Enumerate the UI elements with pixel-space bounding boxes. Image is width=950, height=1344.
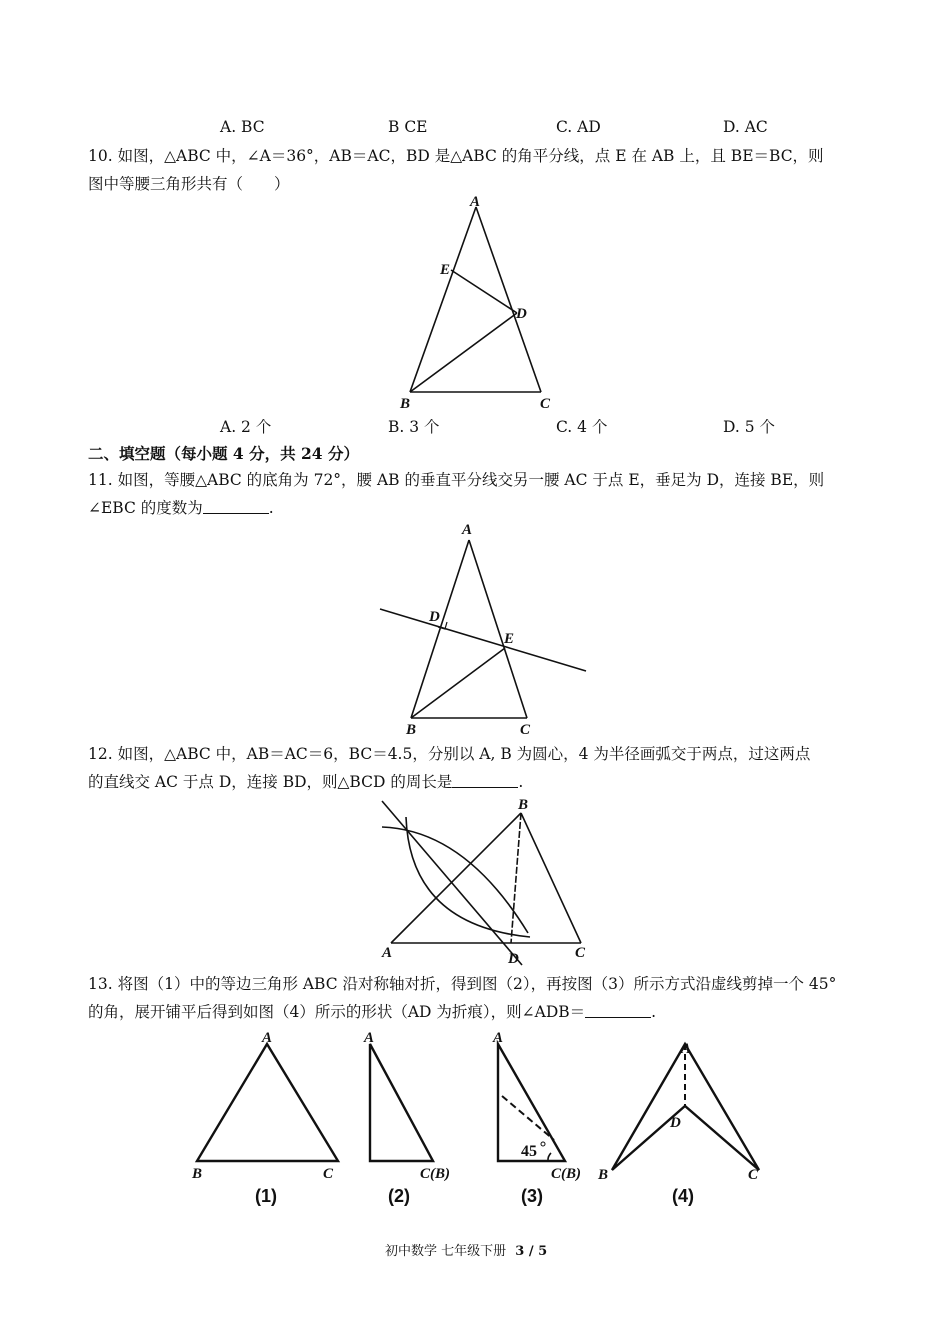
footer-page-number: 3 / 5: [515, 1244, 548, 1259]
q12-stem-line1: 12. 如图，△ABC 中，AB＝AC＝6，BC＝4.5，分别以 A, B 为圆心，4 为半径画弧交于两点，过这两点: [88, 745, 811, 763]
q10-segment-ac: [476, 207, 541, 392]
q11-label-c: C: [520, 722, 531, 738]
q13-fig4-caption: (4): [672, 1186, 694, 1206]
q12-label-a: A: [382, 945, 393, 961]
q12-stem-line2: 的直线交 AC 于点 D，连接 BD，则△BCD 的周长是 .: [88, 773, 524, 791]
q13-fig1-label-a: A: [262, 1030, 273, 1046]
q13-fig1-caption: (1): [255, 1186, 277, 1206]
q13-figures: [180, 1028, 780, 1213]
q13-fig4-label-d: D: [670, 1115, 681, 1131]
q13-fig2-label-c: C(B): [420, 1166, 450, 1182]
q13-fig4-label-a: A: [681, 1041, 692, 1057]
q11-label-b: B: [406, 722, 417, 738]
q13-fig3-label-a: A: [493, 1030, 504, 1046]
footer-subject: 初中数学 七年级下册: [385, 1244, 507, 1259]
q13-answer-blank[interactable]: [585, 1003, 651, 1018]
q10-segment-ab: [410, 207, 476, 392]
q13-fig4-shape: [612, 1044, 759, 1170]
q12-segment-ab: [391, 813, 521, 943]
q11-label-e: E: [504, 631, 515, 647]
q12-figure-construction: [370, 795, 600, 970]
q13-fig2-triangle: [370, 1044, 433, 1161]
q13-fig1-label-c: C: [323, 1166, 334, 1182]
q12-segment-bc: [521, 813, 581, 943]
q11-answer-blank[interactable]: [203, 499, 269, 514]
q13-fig1-label-b: B: [192, 1166, 203, 1182]
q12-label-d: D: [508, 951, 519, 967]
q11-label-a: A: [462, 522, 473, 538]
q13-fig4-label-c: C: [748, 1167, 759, 1183]
q11-stem-line1: 11. 如图，等腰△ABC 的底角为 72°，腰 AB 的垂直平分线交另一腰 AC 于点 E，垂足为 D，连接 BE，则: [88, 471, 825, 489]
q10-option-c: C. 4 个: [556, 418, 608, 436]
q13-fig3-label-c: C(B): [551, 1166, 581, 1182]
q11-segment-be: [411, 648, 505, 718]
q11-perpendicular-bisector: [380, 609, 586, 671]
q9-option-a: A. BC: [220, 118, 265, 136]
q13-fig3-cut-line: [502, 1096, 554, 1140]
section-title: 二、填空题（每小题 4 分，共 24 分）: [88, 444, 359, 463]
q12-label-c: C: [575, 945, 586, 961]
q13-fig1-triangle: [197, 1044, 338, 1161]
q10-stem-line1: 10. 如图，△ABC 中，∠A＝36°，AB＝AC，BD 是△ABC 的角平分线，点 E 在 AB 上，且 BE＝BC，则: [88, 147, 824, 165]
q10-label-d: D: [516, 306, 527, 322]
q12-line-through-intersections: [382, 801, 522, 965]
q10-label-b: B: [400, 396, 411, 412]
q11-stem-text: ∠EBC 的度数为: [88, 499, 203, 517]
q12-stem-text: 的直线交 AC 于点 D，连接 BD，则△BCD 的周长是: [88, 773, 453, 791]
q13-fig3-degree-mark: [541, 1142, 545, 1146]
q10-option-a: A. 2 个: [220, 418, 272, 436]
q11-stem-line2: ∠EBC 的度数为 .: [88, 499, 274, 517]
q11-segment-ac: [469, 540, 527, 718]
q12-segment-bd: [511, 813, 521, 943]
q13-fig2-caption: (2): [388, 1186, 410, 1206]
q10-figure-triangle: [390, 190, 560, 415]
q10-segment-bd: [410, 313, 517, 392]
q13-fig3-caption: (3): [521, 1186, 543, 1206]
page-footer: [385, 1240, 547, 1259]
q13-stem-line1: 13. 将图（1）中的等边三角形 ABC 沿对称轴对折，得到图（2），再按图（3）所示方式沿虚线剪掉一个 45°: [88, 975, 837, 993]
q13-fig2-label-a: A: [364, 1030, 375, 1046]
q10-option-b: B. 3 个: [388, 418, 440, 436]
q10-label-c: C: [540, 396, 551, 412]
q13-fig3-angle-label: 45: [521, 1143, 537, 1160]
q12-answer-blank[interactable]: [452, 773, 518, 788]
q10-label-a: A: [470, 194, 481, 210]
q9-option-d: D. AC: [723, 118, 768, 136]
q12-label-b: B: [518, 797, 529, 813]
q13-stem-text: 的角，展开铺平后得到如图（4）所示的形状（AD 为折痕），则∠ADB＝: [88, 1003, 586, 1021]
q11-segment-ab: [411, 540, 469, 718]
q10-stem-line2: 图中等腰三角形共有（ ）: [88, 175, 290, 193]
q9-option-c: C. AD: [556, 118, 601, 136]
q13-stem-line2: 的角，展开铺平后得到如图（4）所示的形状（AD 为折痕），则∠ADB＝ .: [88, 1003, 657, 1021]
q9-option-b: B CE: [388, 118, 428, 136]
q13-fig4-label-b: B: [598, 1167, 609, 1183]
q11-figure-triangle: [370, 520, 600, 740]
q10-option-d: D. 5 个: [723, 418, 776, 436]
q10-label-e: E: [440, 262, 451, 278]
q10-segment-ed: [451, 270, 517, 313]
q11-label-d: D: [429, 609, 440, 625]
